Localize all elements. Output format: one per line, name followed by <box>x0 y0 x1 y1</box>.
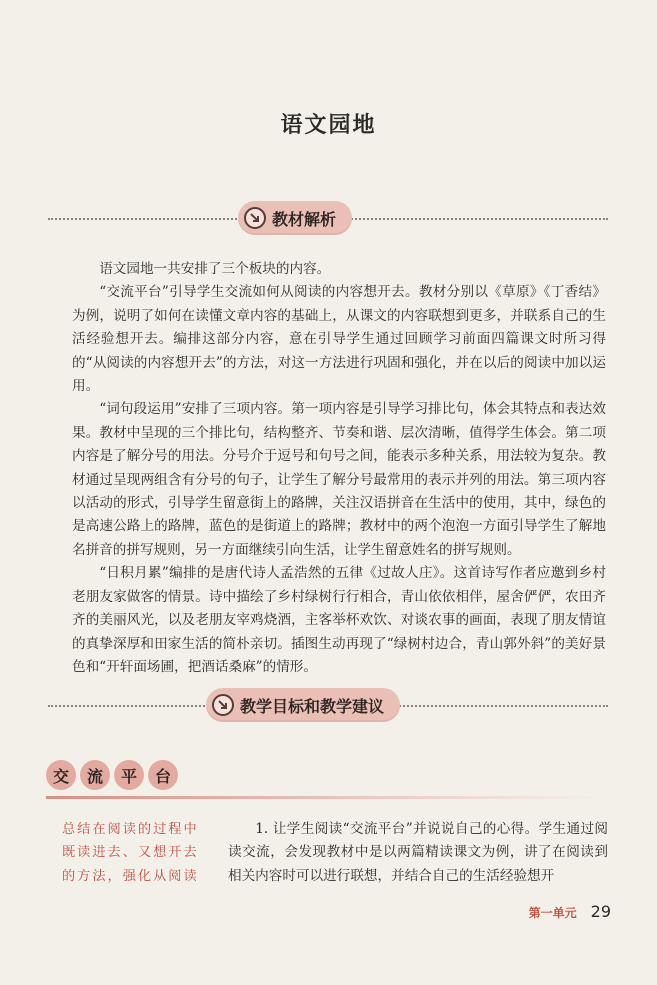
analysis-body <box>72 258 606 679</box>
section-header-goals <box>48 688 608 722</box>
section-pill <box>238 201 352 235</box>
title-char: 交 <box>46 760 76 790</box>
paragraph: “交流平台”引导学生交流如何从阅读的内容想开去。教材分别以《草原》《丁香结》为例，说明了如何在读懂文章内容的基础上，从课文的内容联想到更多，并联系自己的生活经验想开去。编排这部分内容，意在引导学生通过回顾学习前面四篇课文时所习得的“从阅读的内容想开去”的方法，对这一方法进行巩固和强化，并在以后的阅读中加以运用。 <box>72 284 606 395</box>
paragraph: 1. 让学生阅读“交流平台”并说说自己的心得。学生通过阅读交流，会发现教材中是以两篇精读课文为例，讲了在阅读到相关内容时可以进行联想，并结合自己的生活经验想开 <box>228 821 608 884</box>
arrow-down-right-icon <box>212 694 234 716</box>
title-char: 流 <box>80 760 110 790</box>
page-footer <box>529 902 611 921</box>
page-title: 语文园地 <box>280 112 377 138</box>
section-label: 教学目标和教学建议 <box>240 696 385 716</box>
title-char: 平 <box>114 760 144 790</box>
margin-note: 总结在阅读的过程中既读进去、又想开去的方法，强化从阅读 <box>62 822 199 884</box>
subsection-rule <box>46 796 606 799</box>
section-pill <box>206 688 400 722</box>
arrow-down-right-icon <box>244 207 266 229</box>
page-number: 29 <box>590 902 611 921</box>
subsection-title <box>46 760 606 790</box>
section-label: 教材解析 <box>272 209 337 229</box>
paragraph: “日积月累”编排的是唐代诗人孟浩然的五律《过故人庄》。这首诗写作者应邀到乡村老朋友家做客的情景。诗中描绘了乡村绿树行行相合，青山依依相伴，屋舍俨俨，农田齐齐的美丽风光，以及老朋友宰鸡烧酒，主客举杯欢饮、对谈农事的画面，表现了朋友情谊的真挚深厚和田家生活的简朴亲切。插图生动再现了“绿树村边合，青山郭外斜”的美好景色和“开轩面场圃，把酒话桑麻”的情形。 <box>72 565 606 675</box>
section-header-analysis <box>48 201 608 235</box>
goals-body <box>228 818 608 888</box>
paragraph: “词句段运用”安排了三项内容。第一项内容是引导学习排比句，体会其特点和表达效果。教材中呈现的三个排比句，结构整齐、节奏和谐、层次清晰，值得学生体会。第二项内容是了解分号的用法。分号介于逗号和句号之间，能表示多种关系，用法较为复杂。教材通过呈现两组含有分号的句子，让学生了解分号最常用的表示并列的用法。第三项内容以活动的形式，引导学生留意街上的路牌，关注汉语拼音在生活中的使用，其中，绿色的是高速公路上的路牌，蓝色的是街道上的路牌；教材中的两个泡泡一方面引导学生了解地名拼音的拼写规则，另一方面继续引向生活，让学生留意姓名的拼写规则。 <box>72 401 606 558</box>
title-char: 台 <box>148 760 178 790</box>
unit-label: 第一单元 <box>528 906 577 920</box>
subsection-header <box>46 760 606 794</box>
paragraph: 语文园地一共安排了三个板块的内容。 <box>99 261 331 277</box>
